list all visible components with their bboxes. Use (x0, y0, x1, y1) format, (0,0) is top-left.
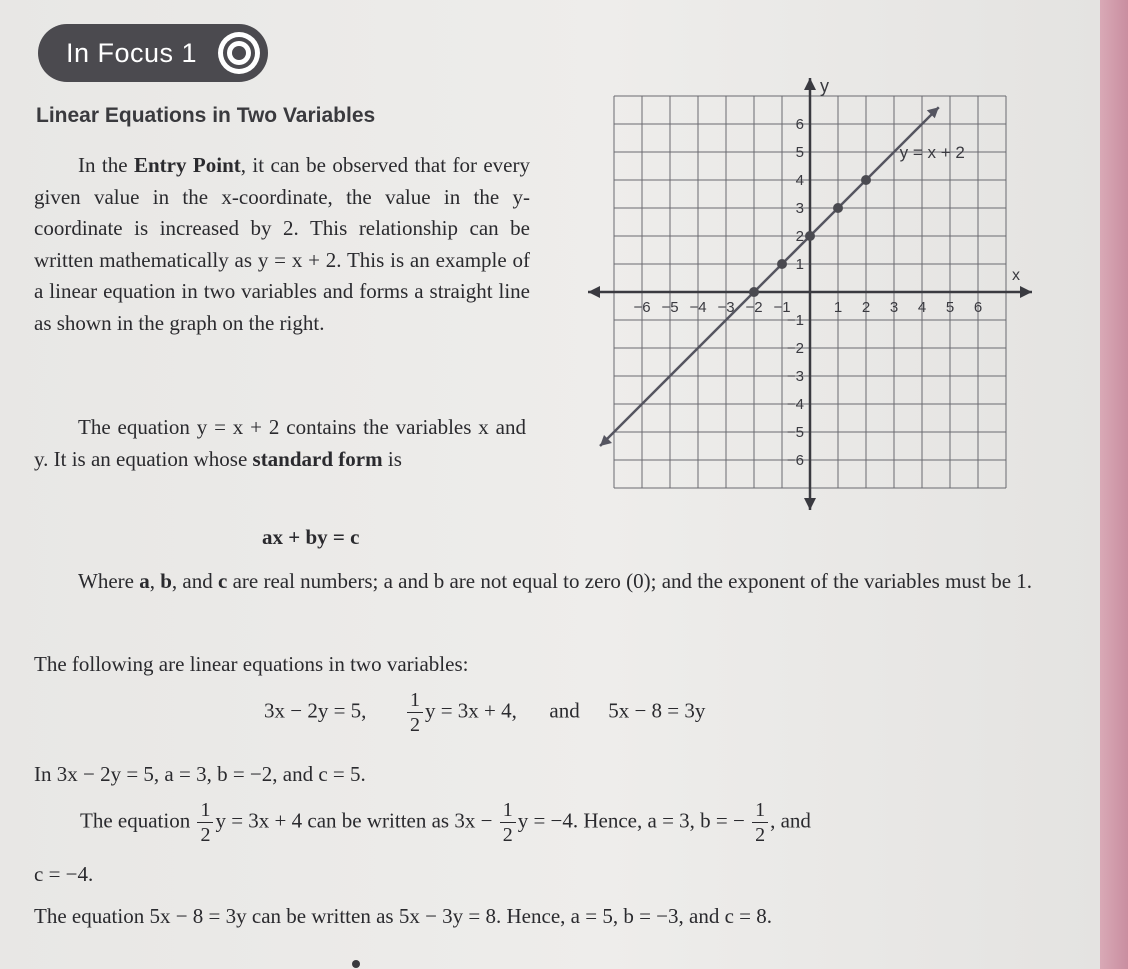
x-axis-arrow-left (588, 286, 600, 298)
data-point (749, 287, 759, 297)
y-axis-arrow-up (804, 78, 816, 90)
ex2-t3: y = −4. Hence, a = 3, b = − (517, 808, 745, 833)
y-tick-label: −1 (786, 312, 804, 329)
x-tick-label: −6 (633, 299, 651, 316)
example2-line (80, 800, 811, 845)
entry-point-term: Entry Point (134, 153, 241, 177)
definition-paragraph (34, 566, 1046, 598)
x-axis-label: x (1012, 267, 1020, 284)
y-tick-label: 2 (795, 228, 804, 245)
intro-paragraph (34, 150, 530, 339)
section-title: Linear Equations in Two Variables (36, 104, 376, 127)
page-edge (1100, 0, 1128, 969)
frac-num: 1 (500, 800, 516, 823)
list-intro: The following are linear equations in two variables: (34, 652, 469, 676)
var-a: a (139, 569, 150, 593)
data-point (777, 259, 787, 269)
equation-paragraph (34, 412, 526, 475)
ex2-t4: , and (770, 808, 811, 833)
para1-pre: In the (78, 153, 134, 177)
var-c: c (217, 569, 228, 593)
data-point (861, 175, 871, 185)
equation-line (600, 107, 939, 446)
para2-text: The equation y = x + 2 contains the variables x and y. It is an equation whose (34, 415, 526, 471)
x-tick-label: −5 (661, 299, 679, 316)
and-word: and (549, 698, 580, 723)
frac-num: 1 (752, 800, 768, 823)
x-tick-label: 5 (945, 299, 955, 316)
y-axis-arrow-down (804, 498, 816, 510)
x-tick-label: −1 (773, 299, 791, 316)
fraction-half-2 (197, 800, 213, 845)
y-axis-label: y (820, 76, 829, 96)
y-tick-label: 4 (795, 172, 804, 189)
x-tick-label: −4 (689, 299, 707, 316)
para2-post: is (382, 446, 402, 471)
standard-form-term: standard form (252, 446, 383, 471)
frac-den: 2 (755, 824, 766, 846)
def-t1: Where (78, 569, 140, 593)
frac-num: 1 (407, 690, 423, 713)
coordinate-graph (580, 70, 1040, 520)
target-icon (216, 30, 262, 76)
frac-den: 2 (200, 824, 211, 846)
page-dot (352, 960, 360, 968)
ex2-t1: The equation (80, 808, 191, 833)
def-t2: , (149, 569, 161, 593)
data-point (805, 231, 815, 241)
y-tick-label: −5 (786, 424, 804, 441)
y-tick-label: 3 (795, 200, 804, 217)
line-equation-label: y = x + 2 (899, 143, 965, 162)
examples-line (264, 690, 705, 735)
x-tick-label: 3 (889, 299, 899, 316)
example1-line: In 3x − 2y = 5, a = 3, b = −2, and c = 5. (34, 762, 366, 786)
fraction-half-3 (500, 800, 516, 845)
y-tick-label: 1 (795, 256, 804, 273)
x-tick-label: 1 (833, 299, 843, 316)
y-tick-label: −2 (786, 340, 804, 357)
example-eq2: y = 3x + 4, (424, 698, 517, 723)
badge-label: In Focus 1 (66, 37, 198, 68)
x-axis-arrow-right (1020, 286, 1032, 298)
in-focus-badge (38, 24, 268, 82)
example-eq3: 5x − 8 = 3y (608, 698, 706, 723)
frac-num: 1 (197, 800, 213, 823)
def-t3: , and (171, 569, 218, 593)
y-tick-label: 6 (795, 116, 804, 133)
y-tick-label: −3 (786, 368, 804, 385)
frac-den: 2 (502, 824, 513, 846)
y-tick-label: −6 (786, 452, 804, 469)
x-tick-label: −2 (745, 299, 763, 316)
data-point (833, 203, 843, 213)
ex2-t2: y = 3x + 4 can be written as 3x − (215, 808, 493, 833)
para1-post: , it can be observed that for every given value in the x-coordinate, the value in the y-coordinate is increased by 2. This relationship can be written mathematically as y = x + 2. This is an example of a linear equation in two variables and forms a straight line as shown in the graph on the right. (34, 153, 530, 335)
x-tick-label: −3 (717, 299, 735, 316)
def-t4: are real numbers; a and b are not equal to zero (0); and the exponent of the variables must be 1. (227, 569, 1033, 593)
var-b: b (160, 569, 172, 593)
example2-continuation: c = −4. (34, 862, 94, 886)
example3-line: The equation 5x − 8 = 3y can be written as 5x − 3y = 8. Hence, a = 5, b = −3, and c = 8. (34, 904, 772, 928)
x-tick-label: 6 (973, 299, 983, 316)
x-tick-label: 2 (861, 299, 871, 316)
fraction-half-4 (752, 800, 768, 845)
fraction-half (407, 690, 423, 735)
frac-den: 2 (409, 714, 420, 736)
y-tick-label: 5 (795, 144, 804, 161)
y-tick-label: −4 (786, 396, 804, 413)
standard-form-equation: ax + by = c (262, 525, 360, 549)
example-eq1: 3x − 2y = 5, (264, 698, 367, 723)
x-tick-label: 4 (917, 299, 927, 316)
